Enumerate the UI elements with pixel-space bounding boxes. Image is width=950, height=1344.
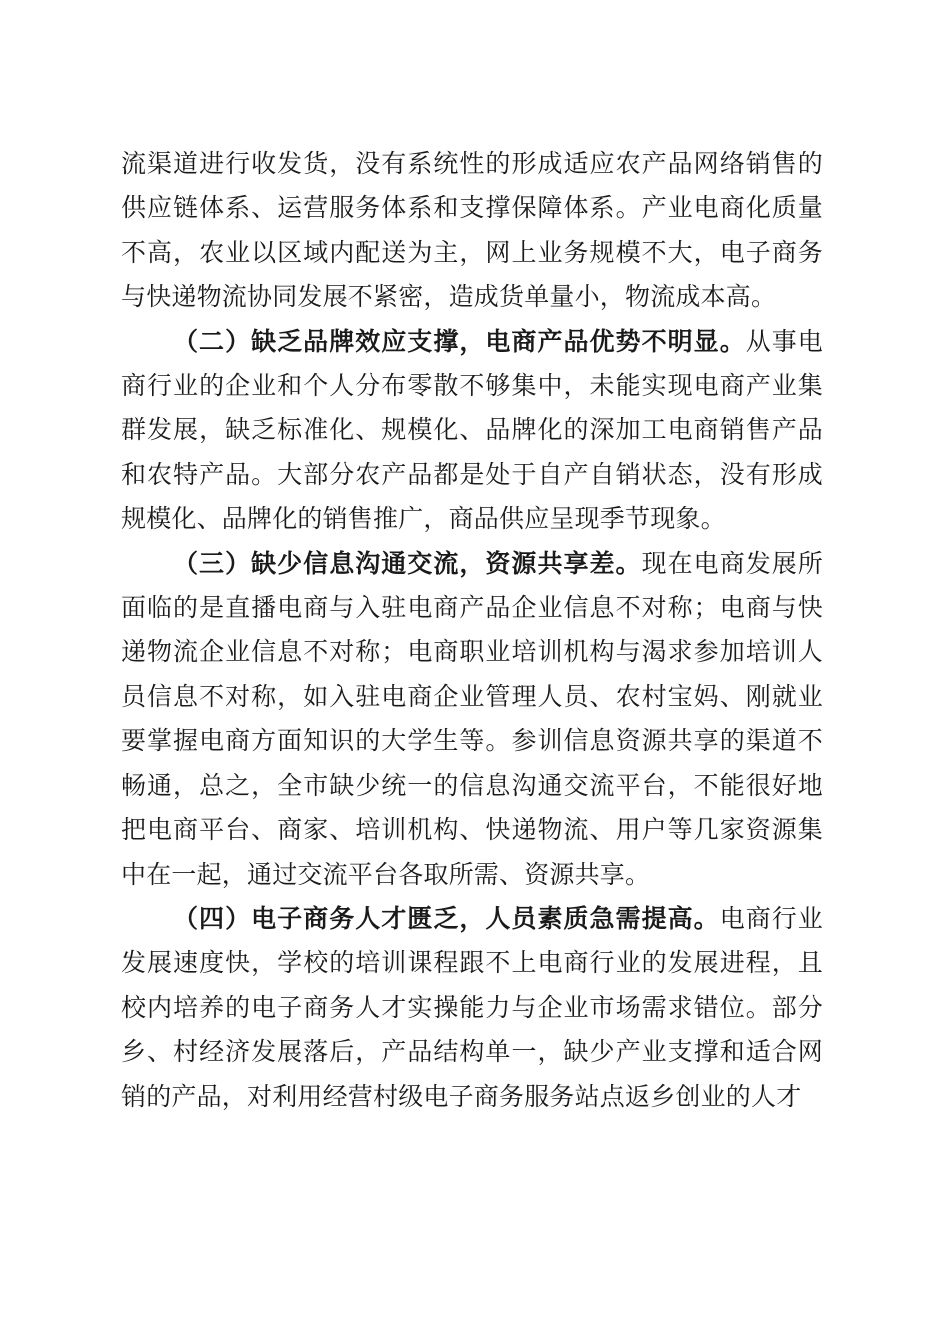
paragraph-text: 电商行业发展速度快，学校的培训课程跟不上电商行业的发展进程，且校内培养的电子商务人才实操能力与企业市场需求错位。部分乡、村经济发展落后，产品结构单一，缺少产业支撑和适合网销的产品，对利用经营村级电子商务服务站点返乡创业的人才 — [121, 903, 824, 1111]
paragraph-information-sharing — [121, 542, 823, 897]
paragraph-talent-shortage — [121, 897, 823, 1119]
section-heading: （四）电子商务人才匮乏，人员素质急需提高。 — [173, 903, 720, 933]
document-body — [121, 142, 823, 1119]
paragraph-text: 现在电商发展所面临的是直播电商与入驻电商产品企业信息不对称；电商与快递物流企业信息不对称；电商职业培训机构与渴求参加培训人员信息不对称，如入驻电商企业管理人员、农村宝妈、刚就业要掌握电商方面知识的大学生等。参训信息资源共享的渠道不畅通，总之，全市缺少统一的信息沟通交流平台，不能很好地把电商平台、商家、培训机构、快递物流、用户等几家资源集中在一起，通过交流平台各取所需、资源共享。 — [121, 548, 823, 889]
section-heading: （三）缺少信息沟通交流，资源共享差。 — [173, 548, 642, 578]
paragraph-text: 从事电商行业的企业和个人分布零散不够集中，未能实现电商产业集群发展，缺乏标准化、规模化、品牌化的深加工电商销售产品和农特产品。大部分农产品都是处于自产自销状态，没有形成规模化、品牌化的销售推广，商品供应呈现季节现象。 — [121, 326, 824, 534]
paragraph-continuation — [121, 142, 823, 320]
paragraph-text: 流渠道进行收发货，没有系统性的形成适应农产品网络销售的供应链体系、运营服务体系和支撑保障体系。产业电商化质量不高，农业以区域内配送为主，网上业务规模不大，电子商务与快递物流协同发展不紧密，造成货单量小，物流成本高。 — [121, 149, 823, 312]
paragraph-brand-effect — [121, 320, 823, 542]
section-heading: （二）缺乏品牌效应支撑，电商产品优势不明显。 — [173, 326, 746, 356]
